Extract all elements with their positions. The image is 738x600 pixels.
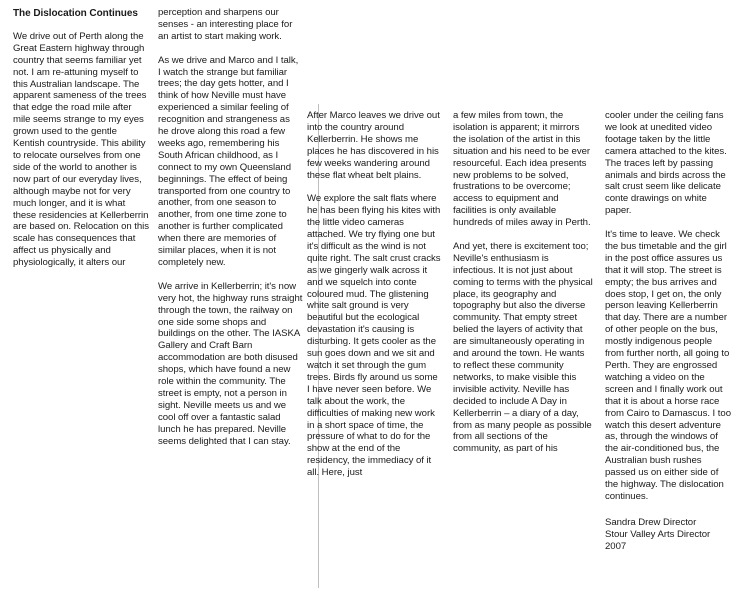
- signature-role: Stour Valley Arts Director: [605, 528, 711, 540]
- paragraph: It's time to leave. We check the bus timetable and the girl in the post office assures us that it will stop. The street is empty; the bus arrives and does stop, I get on, the only person leaving Kellerberrin that day. There are a number of other people on the bus, mostly indigenous people from further north, all going to Perth. They are engrossed watching a video on the screen and I finally work out that it is about a horse race from Cairo to Damascus. I too watch this desert adventure as, through the windows of the air-conditioned bus, the Australian bush rushes passed us on either side of the highway. The dislocation continues.: [605, 229, 731, 502]
- paragraph: After Marco leaves we drive out into the country around Kellerberrin. He shows me places he has discovered in his few weeks wandering around these flat wheat belt plains.: [307, 110, 440, 181]
- paragraph: perception and sharpens our senses - an interesting place for an artist to start making work.: [158, 7, 293, 42]
- paragraph: a few miles from town, the isolation is apparent; it mirrors the isolation of the artist in this situation and his need to be ever resourceful. Each idea presents new problems to be solved, frustrations to be overcome; access to equipment and facilities is only available hundreds of miles away in Perth.: [453, 110, 591, 229]
- column-2: [158, 7, 303, 448]
- signature-block: [605, 517, 731, 553]
- paragraph: And yet, there is excitement too; Neville's enthusiasm is infectious. It is not just about coming to terms with the physical place, its geography and topography but also the diverse community. That empty street belied the layers of activity that are simultaneously operating in and around the town. He wants to reflect these community networks, to make visible this invisible activity. Neville has decided to include A Day in Kellerberrin – a diary of a day, from as many people as possible from all sections of the community, as part of his: [453, 240, 593, 455]
- signature-name: Sandra Drew Director: [605, 516, 697, 528]
- paragraph: We explore the salt flats where he has been flying his kites with the little video cameras attached. We try flying one but it's difficult as the wind is not quite right. The salt crust cracks as we gingerly walk across it and we squelch into conte coloured mud. The glistening white salt ground is very beautiful but the ecological devastation it's causing is disturbing. It gets cooler as the sun goes down and we sit and watch it set through the gum trees. Birds fly around us some I have never seen before. We talk about the work, the difficulties of making new work in a short space of time, the pressure of what to do for the show at the end of the residency, the immediacy of it all. Here, just: [307, 193, 441, 479]
- paragraph: As we drive and Marco and I talk, I watch the strange but familiar trees; the day gets hotter, and I think of how Neville must have experienced a similar feeling of recognition and strangeness as he drove along this road a few weeks ago, remembering his South African childhood, as I connect to my own Queensland beginnings. The effect of being transported from one country to another, from one season to another, from one time zone to another is further complicated when there are memories of similar places, when it is not completely new.: [158, 54, 299, 269]
- signature-year: 2007: [605, 540, 627, 552]
- column-1: [13, 8, 150, 269]
- paragraph: We arrive in Kellerberrin; it's now very hot, the highway runs straight through the town, the railway on one side some shops and buildings on the other. The IASKA Gallery and Craft Barn accommodation are both disused shops, which have found a new role within the community. The street is empty, not a person in sight. Neville meets us and we cool off over a fantastic salad lunch he has prepared. Neville seems delighted that I can stay.: [158, 280, 303, 447]
- column-5: [605, 110, 731, 553]
- paragraph: cooler under the ceiling fans we look at unedited video footage taken by the little camera attached to the kites. The traces left by passing animals and birds across the salt crust seem like delicate conte drawings on white paper.: [605, 110, 727, 217]
- paragraph: We drive out of Perth along the Great Eastern highway through country that seems familiar yet not. I am re-attuning myself to this Australian landscape. The apparent sameness of the trees that edge the road mile after mile seems strange to my eyes grown used to the gentle Kentish countryside. This ability to relocate ourselves from one side of the world to another is now part of our everyday lives, although maybe not for very much longer, and it is what these residencies at Kellerberrin are based on. Relocation on this scale has consequences that affect us physically and physiologically, it alters our: [13, 30, 150, 269]
- column-4: [453, 110, 593, 455]
- article-title: The Dislocation Continues: [13, 8, 138, 19]
- column-3: [307, 110, 441, 479]
